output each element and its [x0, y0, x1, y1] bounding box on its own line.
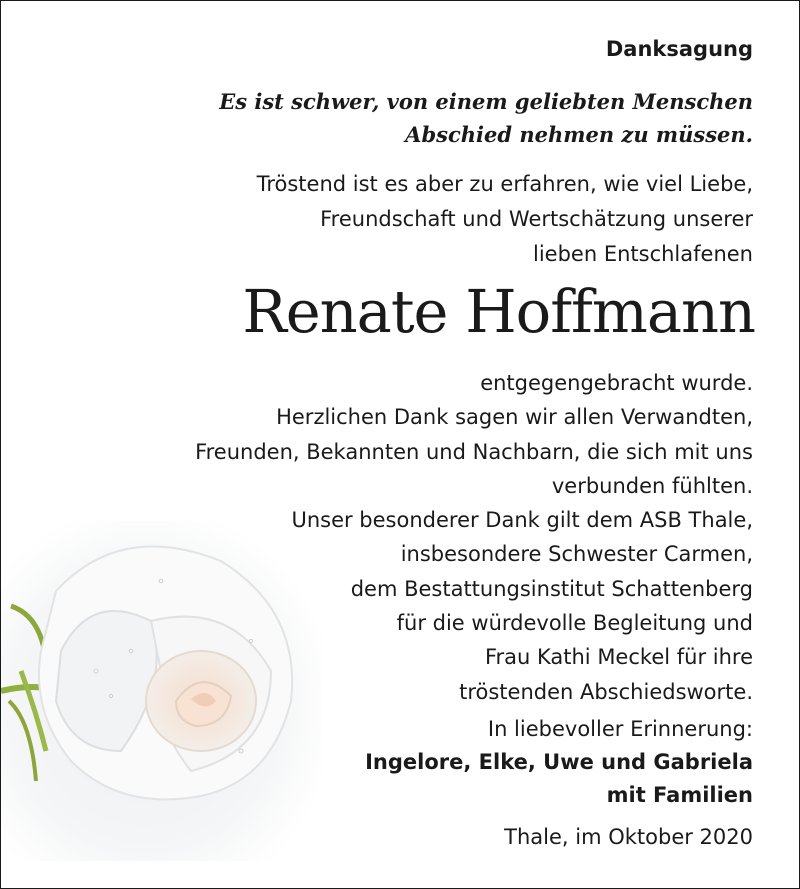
memory-section: [365, 713, 753, 812]
deceased-name: Renate Hoffmann: [242, 277, 755, 346]
intro-line: Tröstend ist es aber zu erfahren, wie viel Liebe,: [256, 172, 753, 196]
thanks-line: Unser besonderer Dank gilt dem ASB Thale,: [291, 508, 753, 533]
family-names: Ingelore, Elke, Uwe und Gabriela: [365, 750, 753, 774]
thanks-line: dem Bestattungsinstitut Schattenberg: [350, 576, 753, 601]
thanks-text: [195, 366, 753, 709]
intro-line: Freundschaft und Wertschätzung unserer: [320, 207, 753, 231]
thanks-line: für die würdevolle Begleitung und: [396, 611, 753, 636]
intro-text: [257, 167, 753, 272]
thanks-line: Frau Kathi Meckel für ihre: [484, 645, 753, 670]
notice-heading: Danksagung: [605, 37, 753, 61]
thanks-line: verbunden fühlten.: [551, 473, 753, 498]
thanks-line: tröstenden Abschiedsworte.: [459, 679, 753, 704]
quote-line: Abschied nehmen zu müssen.: [405, 122, 753, 147]
intro-line: lieben Entschlafenen: [533, 242, 753, 266]
place-date: Thale, im Oktober 2020: [504, 825, 753, 849]
memory-label: In liebevoller Erinnerung:: [487, 717, 753, 741]
notice-quote: [219, 85, 753, 151]
thanks-line: Herzlichen Dank sagen wir allen Verwandten,: [276, 405, 753, 430]
thanks-line: Freunden, Bekannten und Nachbarn, die sich mit uns: [195, 439, 753, 464]
quote-line: Es ist schwer, von einem geliebten Menschen: [219, 89, 753, 114]
thanks-line: insbesondere Schwester Carmen,: [400, 542, 753, 567]
family-suffix: mit Familien: [606, 783, 753, 807]
thanks-line: entgegengebracht wurde.: [480, 371, 753, 395]
